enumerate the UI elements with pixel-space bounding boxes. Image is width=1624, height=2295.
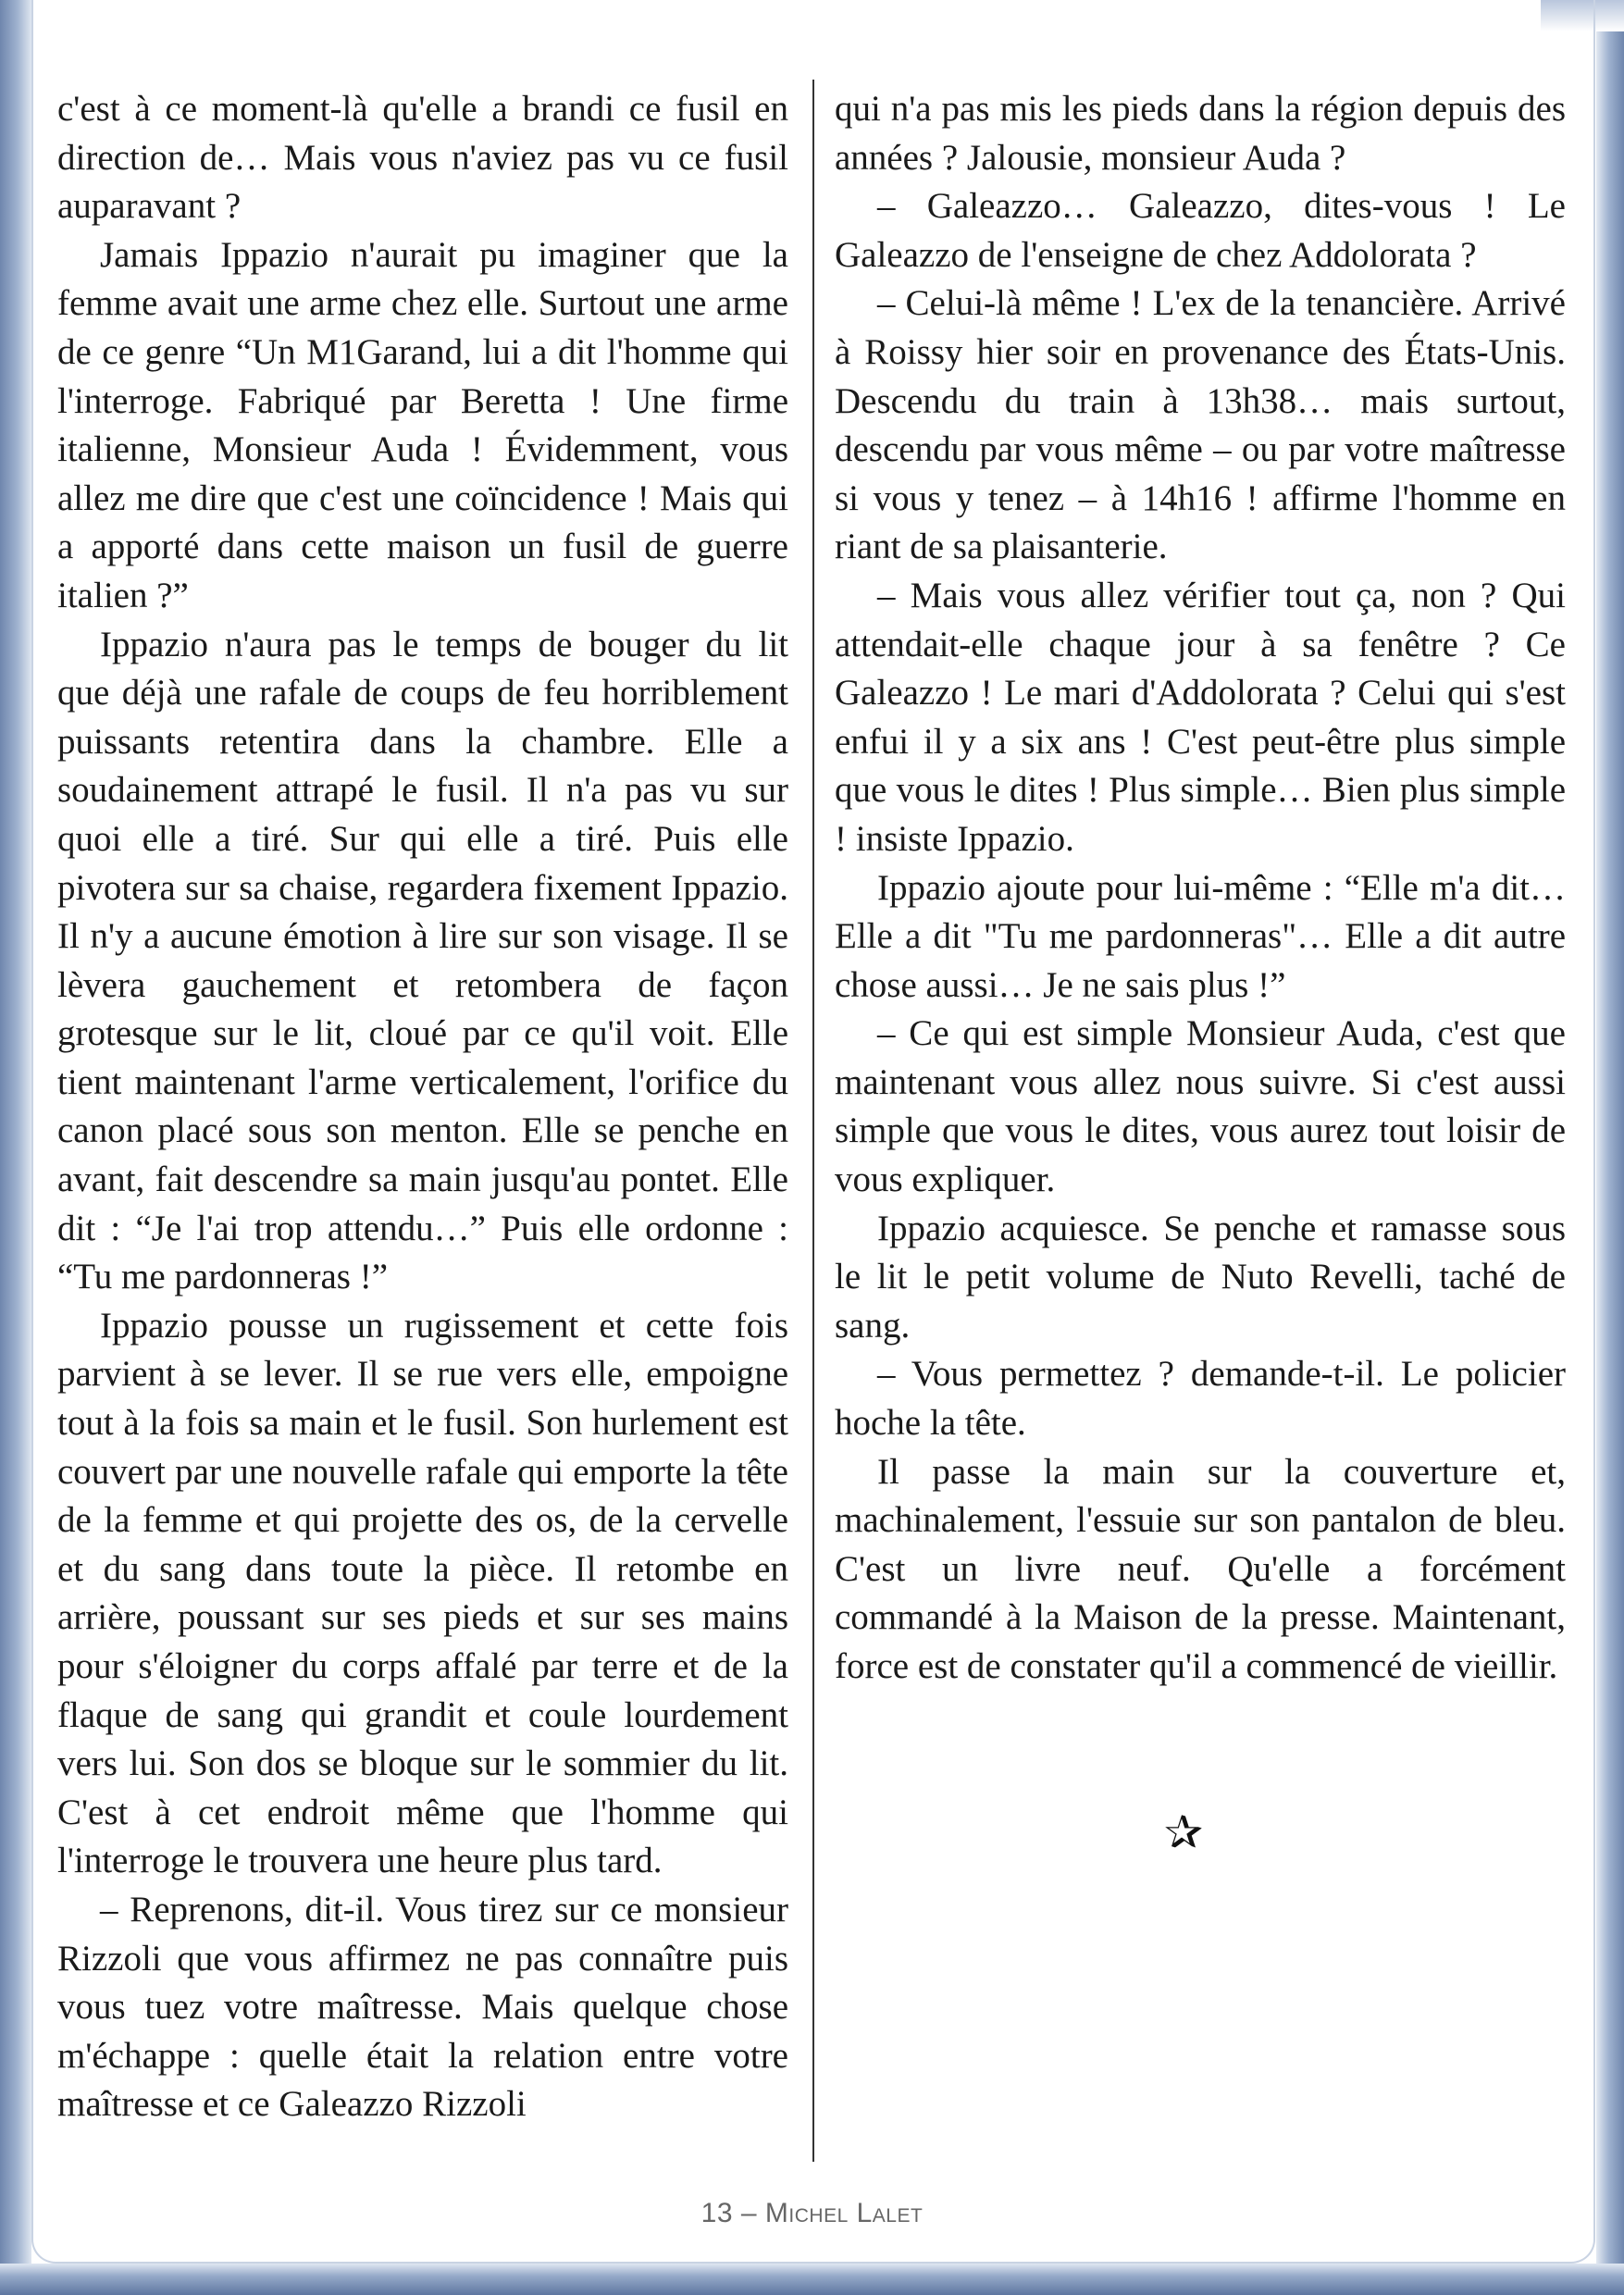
- page-frame-right: [1596, 0, 1624, 2295]
- paragraph: – Ce qui est simple Monsieur Auda, c'est que maintenant vous allez nous suivre. Si c'est aussi simple que vous le dites, vous aurez tout loisir de vous expliquer.: [835, 1013, 1566, 1200]
- page-number: 13: [700, 2198, 734, 2228]
- paragraph: – Mais vous allez vérifier tout ça, non ? Qui attendait-elle chaque jour à sa fenêtre ? Ce Galeazzo ! Le mari d'Addolorata ? Celui qui s'est enfui il y a six ans ! C'est peut-être plus simple que vous le dites ! Plus simple… Bien plus simple ! insiste Ippazio.: [835, 575, 1566, 859]
- page-frame-left: [0, 0, 31, 2295]
- page-frame-bottom: [0, 2264, 1624, 2295]
- paragraph: Il passe la main sur la couverture et, machinalement, l'essuie sur son pantalon de bleu. C'est un livre neuf. Qu'elle a forcément commandé à la Maison de la presse. Maintenant, force est de constater qu'il a commencé de vieillir.: [835, 1451, 1566, 1686]
- paragraph: Ippazio ajoute pour lui-même : “Elle m'a dit… Elle a dit "Tu me pardonneras"… Elle a dit autre chose aussi… Je ne sais plus !”: [835, 867, 1566, 1005]
- text-column-right: [835, 85, 1566, 1692]
- paragraph: Ippazio acquiesce. Se penche et ramasse sous le lit le petit volume de Nuto Revelli, taché de sang.: [835, 1208, 1566, 1346]
- paragraph: – Reprenons, dit-il. Vous tirez sur ce monsieur Rizzoli que vous affirmez ne pas connaître puis vous tuez votre maîtresse. Mais quelque chose m'échappe : quelle était la relation entre votre maîtresse et ce Galeazzo Rizzoli: [57, 1889, 788, 2125]
- paragraph: – Galeazzo… Galeazzo, dites-vous ! Le Galeazzo de l'enseigne de chez Addolorata ?: [835, 186, 1566, 275]
- column-divider: [812, 80, 814, 2162]
- page-footer: [0, 2198, 1624, 2229]
- star-icon: ✰: [1164, 1805, 1203, 1859]
- author-name: Michel Lalet: [764, 2198, 924, 2228]
- paragraph: Ippazio n'aura pas le temps de bouger du lit que déjà une rafale de coups de feu horriblement puissants retentira dans la chambre. Elle a soudainement attrapé le fusil. Il n'a pas vu sur quoi elle a tiré. Sur qui elle a tiré. Puis elle pivotera sur sa chaise, regardera fixement Ippazio. Il n'y a aucune émotion à lire sur son visage. Il se lèvera gauchement et retombera de façon grotesque sur le lit, cloué par ce qu'il voit. Elle tient maintenant l'arme verticalement, l'orifice du canon placé sous son menton. Elle se penche en avant, fait descendre sa main jusqu'au pontet. Elle dit : “Je l'ai trop attendu…” Puis elle ordonne : “Tu me pardonneras !”: [57, 624, 788, 1297]
- paragraph: Ippazio pousse un rugissement et cette fois parvient à se lever. Il se rue vers elle, empoigne tout à la fois sa main et le fusil. Son hurlement est couvert par une nouvelle rafale qui emporte la tête de la femme et qui projette des os, de la cervelle et du sang dans toute la pièce. Il retombe en arrière, poussant sur ses pieds et sur ses mains pour s'éloigner du corps affalé par terre et de la flaque de sang qui grandit et coule lourdement vers lui. Son dos se bloque sur le sommier du lit. C'est à cet endroit même que l'homme qui l'interroge le trouvera une heure plus tard.: [57, 1305, 788, 1881]
- footer-separator: –: [740, 2198, 758, 2228]
- paragraph: – Vous permettez ? demande-t-il. Le policier hoche la tête.: [835, 1354, 1566, 1444]
- paragraph: qui n'a pas mis les pieds dans la région depuis des années ? Jalousie, monsieur Auda ?: [835, 89, 1566, 178]
- text-column-left: [57, 85, 788, 2129]
- paragraph: – Celui-là même ! L'ex de la tenancière. Arrivé à Roissy hier soir en provenance des États-Unis. Descendu du train à 13h38… mais surtout, descendu par vous même – ou par votre maîtresse si vous y tenez – à 14h16 ! affirme l'homme en riant de sa plaisanterie.: [835, 283, 1566, 567]
- paragraph: Jamais Ippazio n'aurait pu imaginer que la femme avait une arme chez elle. Surtout une arme de ce genre “Un M1Garand, lui a dit l'homme qui l'interroge. Fabriqué par Beretta ! Une firme italienne, Monsieur Auda ! Évidemment, vous allez me dire que c'est une coïncidence ! Mais qui a apporté dans cette maison un fusil de guerre italien ?”: [57, 234, 788, 615]
- paragraph: c'est à ce moment-là qu'elle a brandi ce fusil en direction de… Mais vous n'aviez pas vu ce fusil auparavant ?: [57, 89, 788, 227]
